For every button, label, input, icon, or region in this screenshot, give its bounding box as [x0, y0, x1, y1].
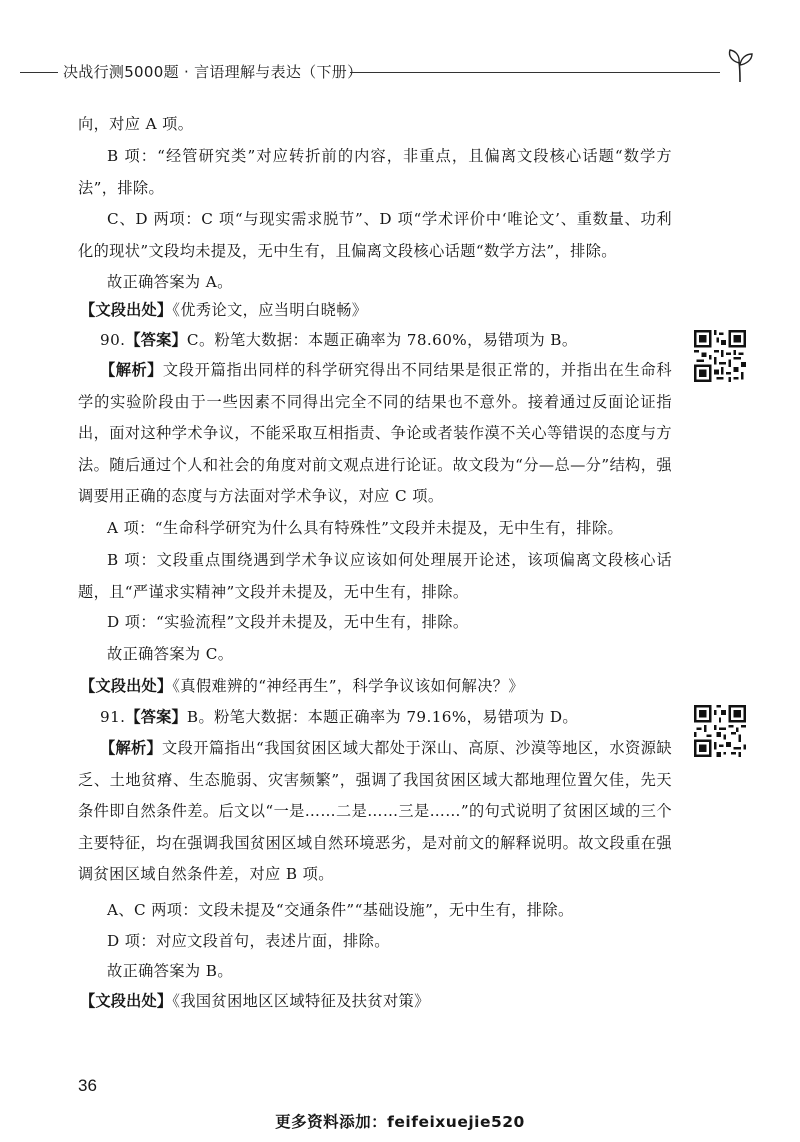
answer-text: C。粉笔大数据：本题正确率为 78.60%，易错项为 B。	[186, 331, 578, 349]
paragraph-1: 向，对应 A 项。	[78, 115, 194, 133]
question-91-option-ac: A、C 两项：文段未提及“交通条件”“基础设施”，无中生有，排除。	[107, 901, 574, 919]
analysis-tag: 【解析】	[100, 739, 162, 757]
analysis-text: 文段开篇指出“我国贫困区域大都处于深山、高原、沙漠等地区，水资源缺乏、土地贫瘠、生态脆弱、灾害频繁”，强调了我国贫困区域大都地理位置欠佳，先天条件即自然条件差。后文以“一是……二是……三是……”的句式说明了贫困区域的三个主要特征，均在强调我国贫困区域自然环境恶劣，是对前文的解释说明。故文段重在强调贫困区域自然条件差，对应 B 项。	[78, 739, 672, 883]
qr-code-icon[interactable]	[694, 705, 746, 757]
question-number: 90.	[100, 331, 126, 349]
source-title: 《真假难辨的“神经再生”，科学争议该如何解决？》	[172, 677, 524, 695]
source-line-89	[80, 295, 674, 327]
question-90-option-a: A 项：“生命科学研究为什么具有特殊性”文段并未提及，无中生有，排除。	[107, 519, 624, 537]
answer-line-c: 故正确答案为 C。	[107, 645, 234, 663]
paragraph-option-b: B 项：“经管研究类”对应转折前的内容，非重点，且偏离文段核心话题“数学方法”，排除。	[78, 147, 672, 197]
question-90-option-b: B 项：文段重点围绕遇到学术争议应该如何处理展开论述，该项偏离文段核心话题，且“严谨求实精神”文段并未提及，无中生有，排除。	[78, 551, 672, 601]
source-line-91	[80, 986, 674, 1018]
footer-watermark: 更多资料添加：feifeixuejie520	[275, 1113, 525, 1131]
question-number: 91.	[100, 708, 126, 726]
qr-code-icon[interactable]	[694, 330, 746, 382]
analysis-text: 文段开篇指出同样的科学研究得出不同结果是很正常的，并指出在生命科学的实验阶段由于一些因素不同得出完全不同的结果也不意外。接着通过反面论证指出，面对这种学术争议，不能采取互相指责、争论或者装作漠不关心等错误的态度与方法。随后通过个人和社会的角度对前文观点进行论证。故文段为“分—总—分”结构，强调要用正确的态度与方法面对学术争议，对应 C 项。	[78, 361, 672, 505]
question-91-option-d: D 项：对应文段首句，表述片面，排除。	[107, 932, 390, 950]
book-title: 决战行测5000题 · 言语理解与表达（下册）	[63, 63, 363, 81]
question-91-analysis	[78, 733, 672, 891]
paragraph-option-cd: C、D 两项：C 项“与现实需求脱节”、D 项“学术评价中‘唯论文’、重数量、功利化的现状”文段均未提及，无中生有，且偏离文段核心话题“数学方法”，排除。	[78, 210, 672, 260]
page-number: 36	[78, 1076, 97, 1095]
analysis-tag: 【解析】	[100, 361, 163, 379]
answer-line-b: 故正确答案为 B。	[107, 962, 233, 980]
answer-tag: 【答案】	[125, 331, 187, 349]
question-90-analysis	[78, 355, 672, 513]
source-title: 《我国贫困地区区域特征及扶贫对策》	[172, 992, 430, 1010]
question-90-answer	[78, 325, 672, 357]
answer-text: B。粉笔大数据：本题正确率为 79.16%，易错项为 D。	[186, 708, 578, 726]
source-title: 《优秀论文，应当明白晓畅》	[172, 301, 368, 319]
question-90-option-d: D 项：“实验流程”文段并未提及，无中生有，排除。	[107, 613, 469, 631]
source-tag: 【文段出处】	[80, 301, 173, 319]
question-91-answer	[78, 702, 672, 734]
answer-line-a: 故正确答案为 A。	[107, 273, 233, 291]
source-line-90	[80, 671, 674, 703]
source-tag: 【文段出处】	[80, 677, 173, 695]
source-tag: 【文段出处】	[80, 992, 173, 1010]
answer-tag: 【答案】	[125, 708, 187, 726]
